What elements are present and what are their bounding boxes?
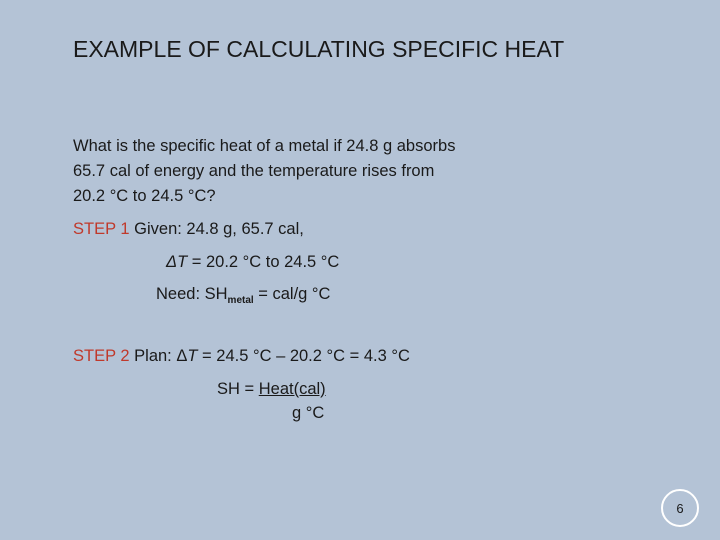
- plan-rest: = 24.5 °C – 20.2 °C = 4.3 °C: [197, 347, 410, 365]
- need-prefix: Need: SH: [156, 285, 228, 303]
- step1-delta-line: [166, 253, 339, 272]
- page-number: 6: [676, 500, 684, 516]
- question-line-3: 20.2 °C to 24.5 °C?: [73, 187, 216, 205]
- step2-label: STEP 2: [73, 347, 130, 365]
- step1-given: Given: 24.8 g, 65.7 cal,: [129, 220, 304, 238]
- plan-prefix: Plan: Δ: [129, 347, 188, 365]
- step2-plan-line: [73, 347, 410, 366]
- delta-t-range: = 20.2 °C to 24.5 °C: [187, 253, 340, 271]
- step1-given-line: [73, 220, 304, 239]
- formula-denominator: g °C: [292, 404, 325, 422]
- question-line-2: 65.7 cal of energy and the temperature rises from: [73, 162, 435, 180]
- delta-t-symbol: ΔT: [166, 253, 188, 271]
- step1-label: STEP 1: [73, 220, 130, 238]
- formula-line: [217, 380, 326, 399]
- plan-t: T: [187, 347, 198, 365]
- formula-numerator: Heat(cal): [258, 380, 326, 398]
- slide-title: EXAMPLE OF CALCULATING SPECIFIC HEAT: [73, 36, 565, 62]
- page-number-badge: [661, 489, 699, 527]
- formula-lhs: SH =: [217, 380, 259, 398]
- need-subscript: metal: [227, 295, 254, 306]
- need-units: = cal/g °C: [253, 285, 331, 303]
- step1-need-line: [156, 285, 330, 306]
- question-line-1: What is the specific heat of a metal if 24.8 g absorbs: [73, 137, 456, 155]
